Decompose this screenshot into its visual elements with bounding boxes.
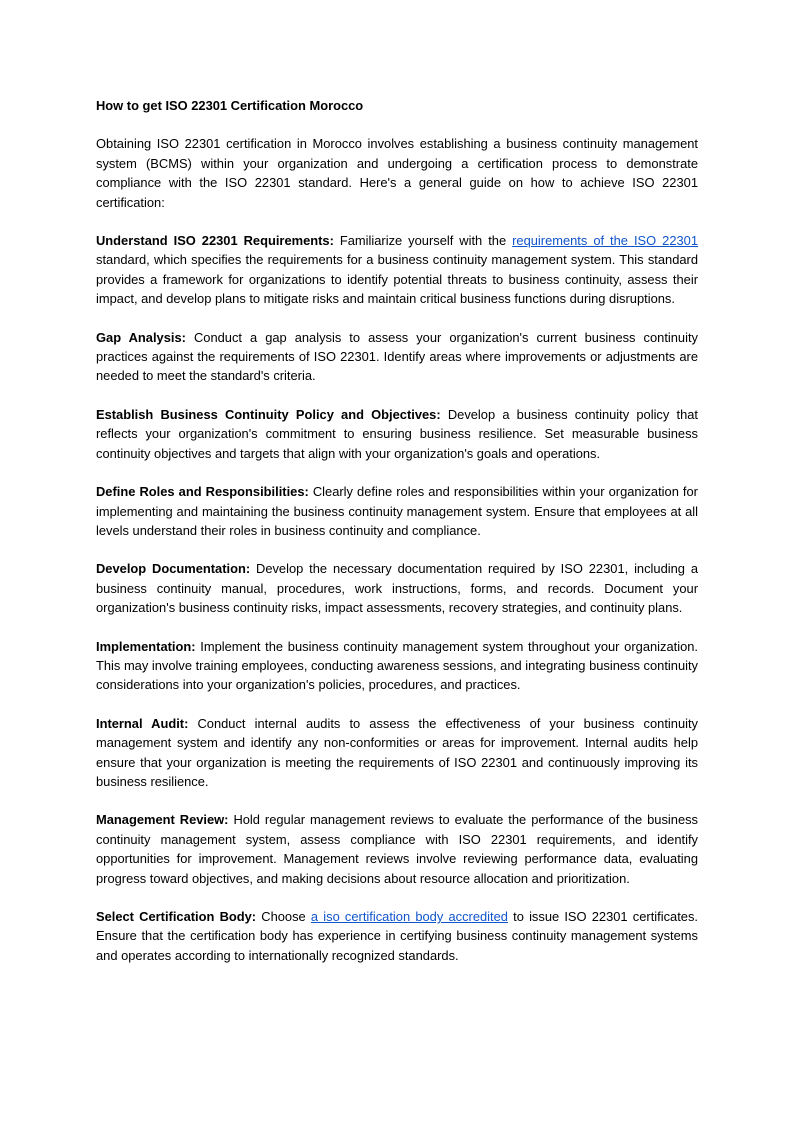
section-internal-audit xyxy=(96,714,698,792)
section-heading: Define Roles and Responsibilities: xyxy=(96,484,309,500)
section-text: Implement the business continuity management system throughout your organization. This may involve training employees, conducting awareness sessions, and integrating business continuity considerations into your organization's policies, procedures, and practices. xyxy=(96,638,698,693)
section-text: Conduct internal audits to assess the effectiveness of your business continuity management system and identify any non-conformities or areas for improvement. Internal audits help ensure that your organization is meeting the requirements of ISO 22301 and continuously improving its business resilience. xyxy=(96,715,699,789)
section-heading: Management Review: xyxy=(96,812,229,828)
section-text: Clearly define roles and responsibilities within your organization for implementing and maintaining the business continuity management system. Ensure that employees at all levels understand their roles in business continuity and compliance. xyxy=(96,484,698,538)
section-text: standard, which specifies the requirements for a business continuity management system. This standard provides a framework for organizations to identify potential threats to business continuity, assess their impact, and develop plans to mitigate risks and maintain critical business functions during disruptions. xyxy=(96,252,698,307)
section-text: Develop the necessary documentation required by ISO 22301, including a business continuity manual, procedures, work instructions, forms, and records. Document your organization's business continuity risks, impact assessments, recovery strategies, and continuity plans. xyxy=(96,561,698,616)
section-text: Conduct a gap analysis to assess your organization's current business continuity practices against the requirements of ISO 22301. Identify areas where improvements or adjustments are needed to meet the standard's criteria. xyxy=(96,329,698,384)
section-text: to issue ISO 22301 certificates. Ensure that the certification body has experience in certifying business continuity management systems and operates according to internationally recognized standards. xyxy=(96,909,698,963)
intro-paragraph: Obtaining ISO 22301 certification in Morocco involves establishing a business continuity management system (BCMS) within your organization and undergoing a certification process to demonstrate compliance with the ISO 22301 standard. Here's a general guide on how to achieve ISO 22301 certification: xyxy=(96,136,698,210)
section-heading: Gap Analysis: xyxy=(96,329,186,345)
section-text: Hold regular management reviews to evaluate the performance of the business continuity management system, assess compliance with ISO 22301 requirements, and identify opportunities for improvement. Management reviews involve reviewing performance data, evaluating progress toward objectives, and making decisions about resource allocation and prioritization. xyxy=(96,812,698,886)
section-implementation xyxy=(96,637,698,695)
document-title: How to get ISO 22301 Certification Morocco xyxy=(96,98,364,113)
section-management-review xyxy=(96,810,698,888)
section-text: Familiarize yourself with the xyxy=(333,233,513,249)
section-heading: Establish Business Continuity Policy and Objectives: xyxy=(96,406,441,422)
section-text: Develop a business continuity policy that reflects your organization's commitment to ensuring business resilience. Set measurable business continuity objectives and targets that align with your organization's goals and operations. xyxy=(96,406,699,461)
section-heading: Understand ISO 22301 Requirements: xyxy=(96,233,334,249)
section-gap-analysis xyxy=(96,328,698,386)
section-roles xyxy=(96,482,698,540)
section-requirements xyxy=(96,231,698,309)
section-documentation xyxy=(96,559,698,617)
section-heading: Implementation: xyxy=(96,638,196,654)
section-heading: Develop Documentation: xyxy=(96,561,251,577)
section-text: Choose xyxy=(256,909,311,924)
certification-body-link[interactable]: a iso certification body accredited xyxy=(310,909,508,924)
section-heading: Select Certification Body: xyxy=(96,909,257,924)
document-page xyxy=(96,96,698,984)
requirements-link[interactable]: requirements of the ISO 22301 xyxy=(512,233,698,249)
section-heading: Internal Audit: xyxy=(96,715,189,731)
section-policy-objectives xyxy=(96,405,698,463)
section-certification-body xyxy=(96,907,698,965)
